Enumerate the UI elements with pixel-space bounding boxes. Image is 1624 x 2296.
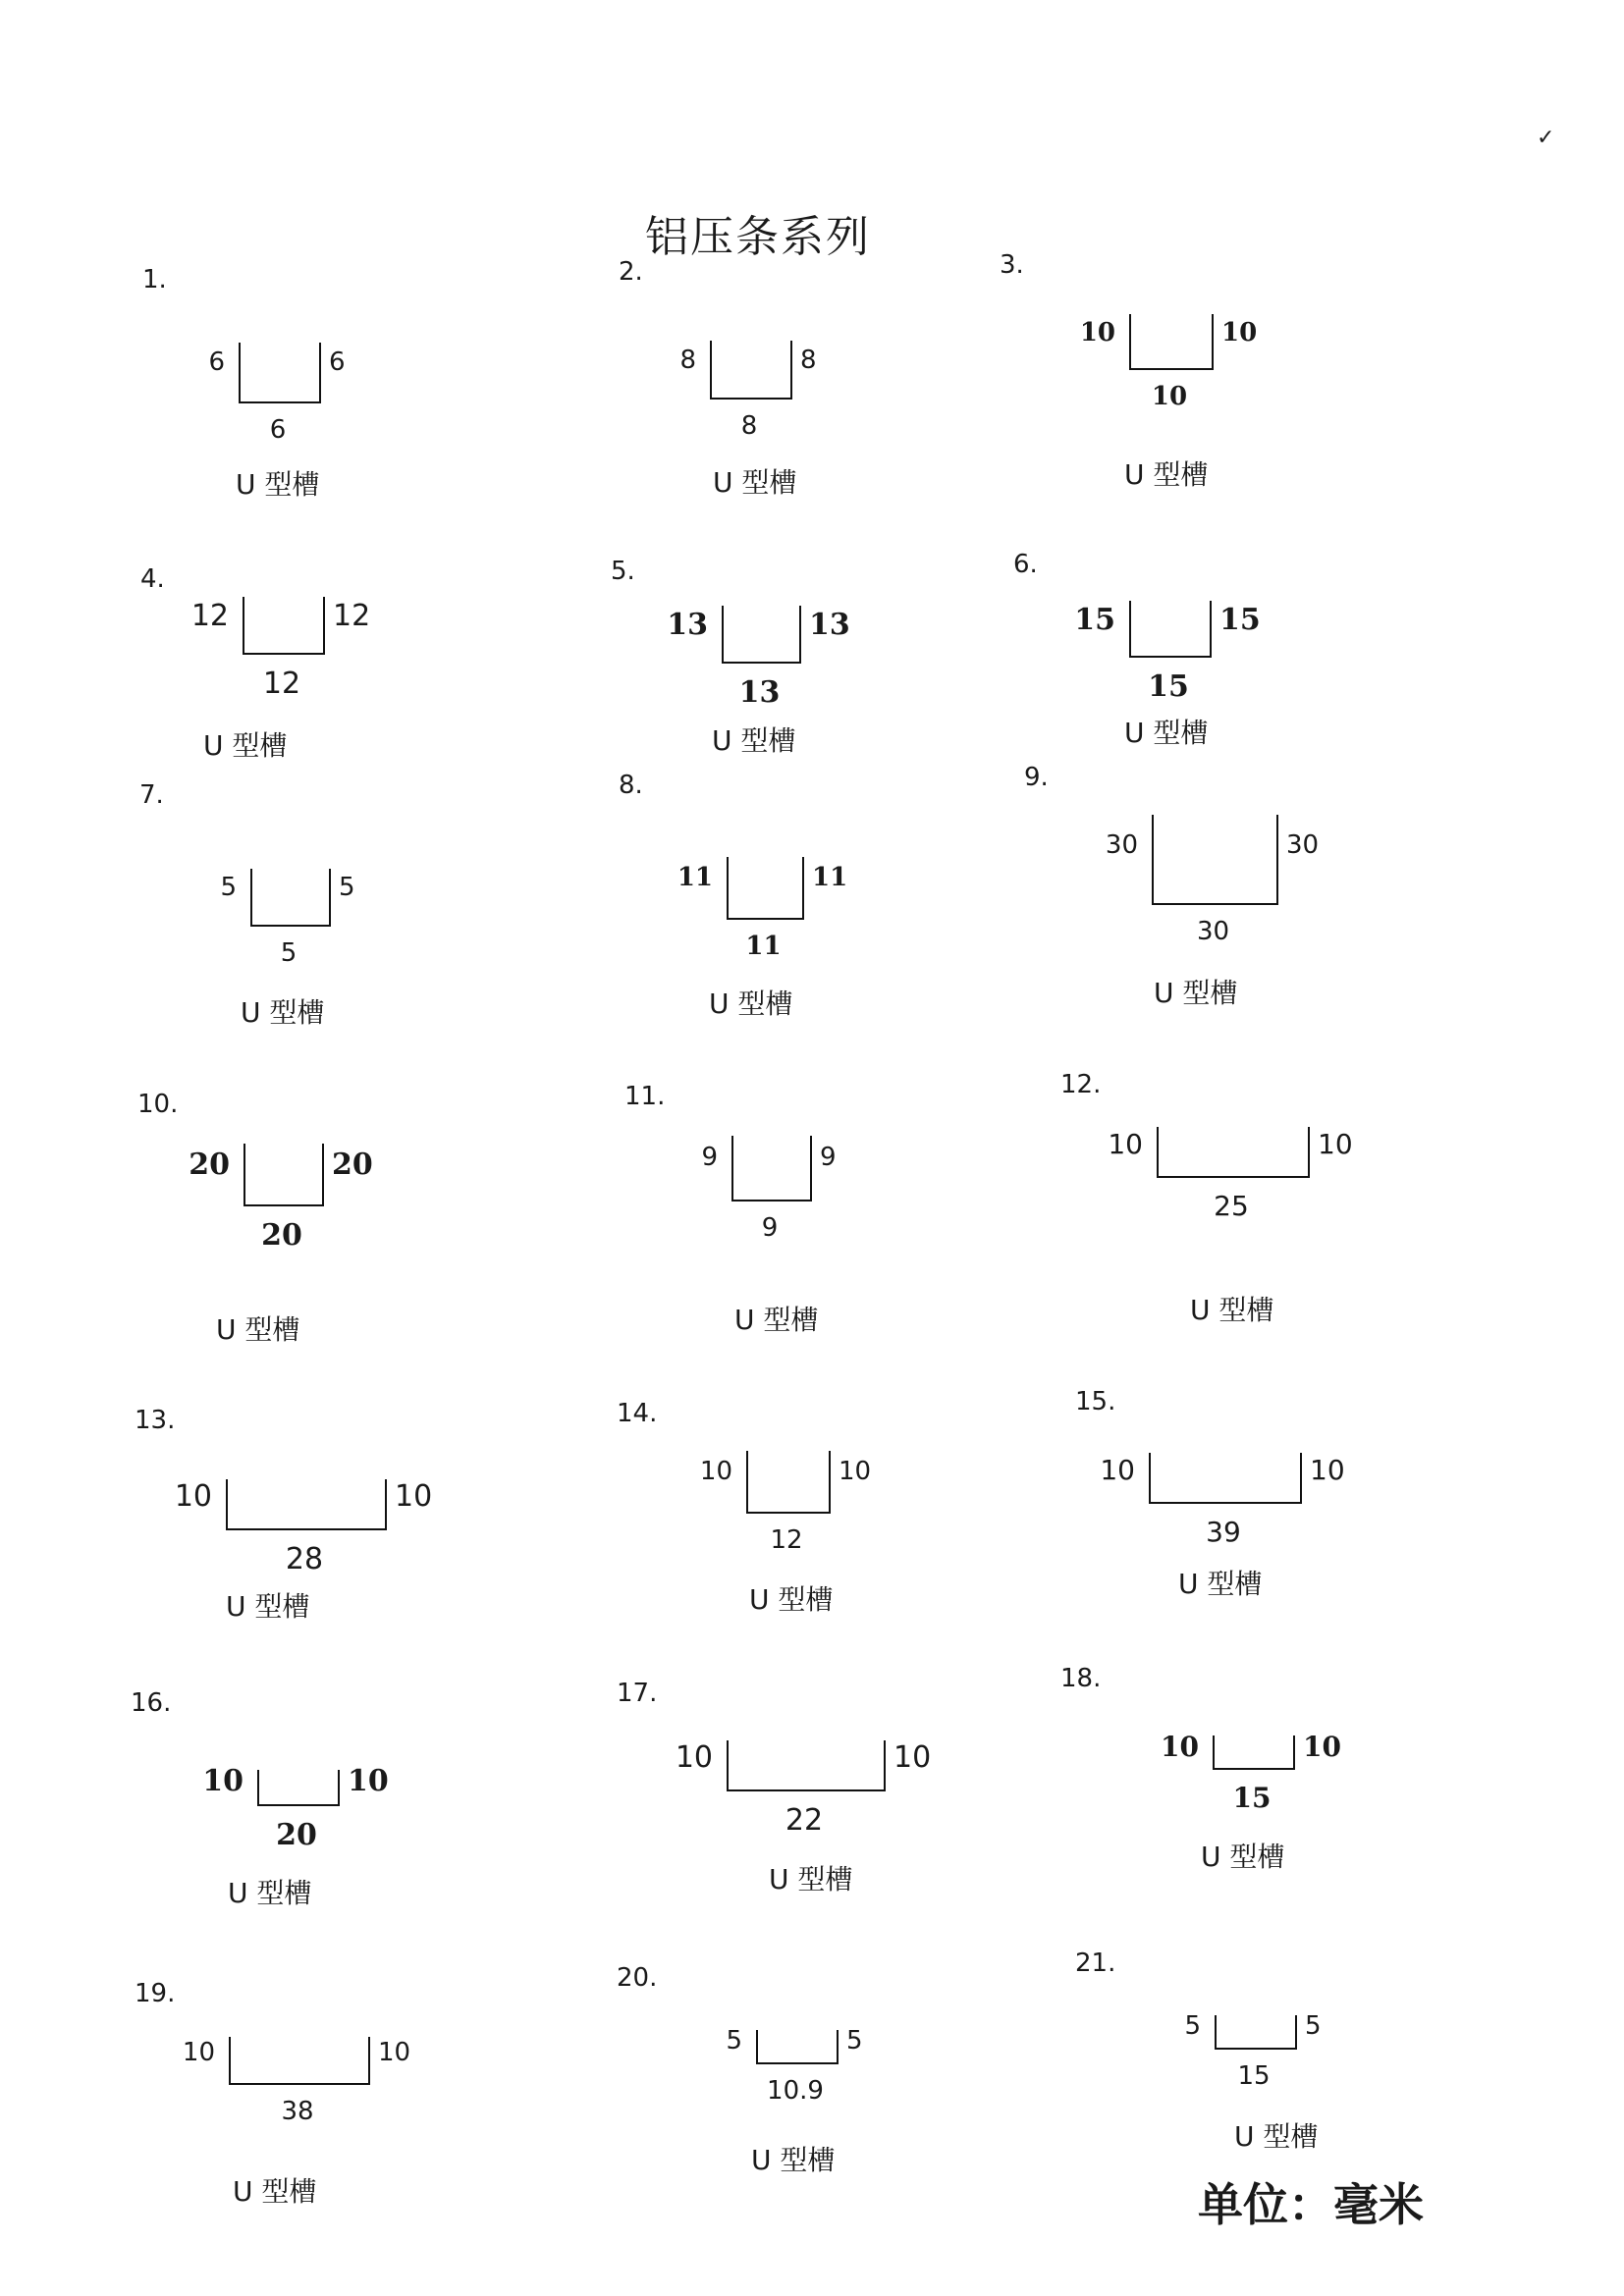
u-channel-shape bbox=[243, 597, 325, 655]
right-flange-dimension: 10 bbox=[1318, 1127, 1353, 1160]
right-flange-dimension: 10 bbox=[395, 1478, 433, 1514]
base-width-dimension: 9 bbox=[761, 1213, 779, 1243]
unit-note: 单位：毫米 bbox=[1198, 2178, 1424, 2231]
channel-type-label: U 型槽 bbox=[203, 729, 288, 762]
u-channel-shape bbox=[226, 1479, 387, 1530]
left-flange-dimension: 10 bbox=[1079, 317, 1115, 347]
left-flange-dimension: 5 bbox=[220, 873, 237, 903]
u-channel-shape bbox=[731, 1136, 812, 1201]
left-flange-dimension: 10 bbox=[174, 1478, 212, 1514]
channel-type-label: U 型槽 bbox=[769, 1863, 853, 1896]
item-number: 15. bbox=[1075, 1387, 1116, 1416]
item-number: 2. bbox=[619, 257, 643, 287]
u-channel-shape bbox=[257, 1770, 340, 1806]
item-number: 21. bbox=[1075, 1949, 1116, 1978]
base-width-dimension: 39 bbox=[1206, 1516, 1241, 1548]
right-flange-dimension: 10 bbox=[1303, 1730, 1341, 1763]
item-number: 17. bbox=[617, 1679, 658, 1708]
right-flange-dimension: 10 bbox=[348, 1764, 389, 1799]
channel-type-label: U 型槽 bbox=[1178, 1568, 1263, 1600]
u-channel-shape bbox=[250, 869, 331, 927]
right-flange-dimension: 10 bbox=[1221, 317, 1258, 347]
left-flange-dimension: 20 bbox=[189, 1147, 230, 1182]
right-flange-dimension: 5 bbox=[339, 873, 355, 903]
right-flange-dimension: 12 bbox=[333, 598, 371, 633]
base-width-dimension: 20 bbox=[276, 1818, 317, 1852]
item-number: 13. bbox=[135, 1406, 176, 1435]
base-width-dimension: 12 bbox=[262, 667, 301, 701]
left-flange-dimension: 10 bbox=[1108, 1127, 1143, 1160]
right-flange-dimension: 20 bbox=[332, 1147, 373, 1182]
base-width-dimension: 8 bbox=[740, 411, 758, 441]
u-channel-shape bbox=[722, 606, 801, 664]
right-flange-dimension: 30 bbox=[1286, 829, 1320, 860]
base-width-dimension: 15 bbox=[1232, 1782, 1272, 1814]
left-flange-dimension: 11 bbox=[677, 863, 713, 893]
base-width-dimension: 30 bbox=[1196, 917, 1230, 946]
item-number: 3. bbox=[1000, 250, 1024, 280]
item-number: 14. bbox=[617, 1399, 658, 1428]
channel-type-label: U 型槽 bbox=[1201, 1841, 1285, 1873]
base-width-dimension: 10 bbox=[1151, 382, 1188, 411]
right-flange-dimension: 9 bbox=[820, 1143, 837, 1173]
base-width-dimension: 38 bbox=[281, 2097, 314, 2126]
right-flange-dimension: 5 bbox=[846, 2025, 863, 2056]
left-flange-dimension: 30 bbox=[1105, 829, 1138, 860]
right-flange-dimension: 5 bbox=[1305, 2010, 1322, 2041]
u-channel-shape bbox=[229, 2037, 370, 2085]
left-flange-dimension: 6 bbox=[208, 347, 225, 378]
base-width-dimension: 15 bbox=[1148, 669, 1189, 704]
channel-type-label: U 型槽 bbox=[1190, 1294, 1274, 1326]
left-flange-dimension: 15 bbox=[1074, 602, 1115, 637]
u-channel-shape bbox=[1157, 1127, 1310, 1178]
left-flange-dimension: 10 bbox=[182, 2037, 215, 2067]
item-number: 1. bbox=[142, 265, 167, 294]
right-flange-dimension: 13 bbox=[809, 607, 850, 642]
base-width-dimension: 25 bbox=[1214, 1190, 1249, 1222]
left-flange-dimension: 12 bbox=[190, 598, 229, 633]
channel-type-label: U 型槽 bbox=[216, 1313, 300, 1346]
channel-type-label: U 型槽 bbox=[228, 1877, 312, 1909]
channel-type-label: U 型槽 bbox=[749, 1583, 834, 1616]
right-flange-dimension: 15 bbox=[1219, 602, 1261, 637]
left-flange-dimension: 10 bbox=[699, 1457, 732, 1487]
base-width-dimension: 22 bbox=[785, 1803, 824, 1838]
item-number: 19. bbox=[135, 1979, 176, 2008]
right-flange-dimension: 10 bbox=[839, 1457, 872, 1487]
item-number: 20. bbox=[617, 1963, 658, 1993]
item-number: 12. bbox=[1060, 1070, 1102, 1099]
item-number: 6. bbox=[1013, 550, 1038, 579]
base-width-dimension: 28 bbox=[285, 1542, 324, 1576]
left-flange-dimension: 10 bbox=[675, 1739, 713, 1775]
channel-type-label: U 型槽 bbox=[1124, 458, 1209, 491]
item-number: 10. bbox=[137, 1090, 179, 1119]
right-flange-dimension: 11 bbox=[812, 863, 848, 893]
left-flange-dimension: 5 bbox=[726, 2025, 742, 2056]
channel-type-label: U 型槽 bbox=[241, 996, 325, 1029]
base-width-dimension: 12 bbox=[770, 1525, 803, 1555]
base-width-dimension: 20 bbox=[261, 1218, 302, 1253]
right-flange-dimension: 6 bbox=[329, 347, 346, 378]
base-width-dimension: 11 bbox=[745, 932, 782, 961]
right-flange-dimension: 10 bbox=[893, 1739, 932, 1775]
base-width-dimension: 6 bbox=[269, 415, 287, 445]
u-channel-shape bbox=[1215, 2015, 1297, 2050]
u-channel-shape bbox=[710, 341, 792, 400]
channel-type-label: U 型槽 bbox=[226, 1590, 310, 1623]
item-number: 16. bbox=[131, 1688, 172, 1718]
channel-type-label: U 型槽 bbox=[709, 988, 793, 1020]
left-flange-dimension: 9 bbox=[701, 1143, 718, 1173]
channel-type-label: U 型槽 bbox=[1234, 2120, 1319, 2153]
base-width-dimension: 10.9 bbox=[767, 2076, 824, 2106]
u-channel-shape bbox=[244, 1144, 324, 1206]
u-channel-shape bbox=[1152, 815, 1278, 905]
item-number: 4. bbox=[140, 564, 165, 594]
base-width-dimension: 15 bbox=[1237, 2061, 1271, 2091]
right-flange-dimension: 8 bbox=[800, 345, 817, 375]
channel-type-label: U 型槽 bbox=[236, 468, 320, 501]
base-width-dimension: 5 bbox=[280, 938, 298, 968]
item-number: 9. bbox=[1024, 763, 1049, 792]
channel-type-label: U 型槽 bbox=[751, 2144, 836, 2176]
item-number: 18. bbox=[1060, 1664, 1102, 1693]
left-flange-dimension: 10 bbox=[1161, 1730, 1199, 1763]
u-channel-shape bbox=[756, 2030, 839, 2064]
channel-type-label: U 型槽 bbox=[233, 2175, 317, 2208]
item-number: 5. bbox=[611, 557, 635, 586]
left-flange-dimension: 5 bbox=[1184, 2010, 1201, 2041]
channel-type-label: U 型槽 bbox=[713, 466, 797, 499]
item-number: 8. bbox=[619, 771, 643, 800]
left-flange-dimension: 8 bbox=[679, 345, 696, 375]
right-flange-dimension: 10 bbox=[378, 2037, 411, 2067]
right-flange-dimension: 10 bbox=[1310, 1453, 1345, 1486]
channel-type-label: U 型槽 bbox=[734, 1304, 819, 1336]
left-flange-dimension: 10 bbox=[1100, 1453, 1135, 1486]
u-channel-shape bbox=[1129, 314, 1214, 370]
u-channel-shape bbox=[1213, 1735, 1295, 1770]
channel-type-label: U 型槽 bbox=[1124, 717, 1209, 749]
item-number: 7. bbox=[139, 780, 164, 810]
u-channel-shape bbox=[746, 1451, 831, 1514]
u-channel-shape bbox=[727, 1740, 886, 1791]
u-channel-shape bbox=[239, 343, 321, 403]
left-flange-dimension: 13 bbox=[667, 607, 708, 642]
channel-type-label: U 型槽 bbox=[712, 724, 796, 757]
left-flange-dimension: 10 bbox=[202, 1764, 244, 1799]
channel-type-label: U 型槽 bbox=[1154, 977, 1238, 1009]
base-width-dimension: 13 bbox=[738, 675, 781, 710]
u-channel-shape bbox=[1129, 601, 1212, 658]
u-channel-shape bbox=[727, 857, 804, 920]
check-mark-icon: ✓ bbox=[1537, 126, 1555, 150]
page-title: 铝压条系列 bbox=[645, 212, 871, 262]
u-channel-shape bbox=[1149, 1453, 1302, 1504]
item-number: 11. bbox=[624, 1082, 666, 1111]
